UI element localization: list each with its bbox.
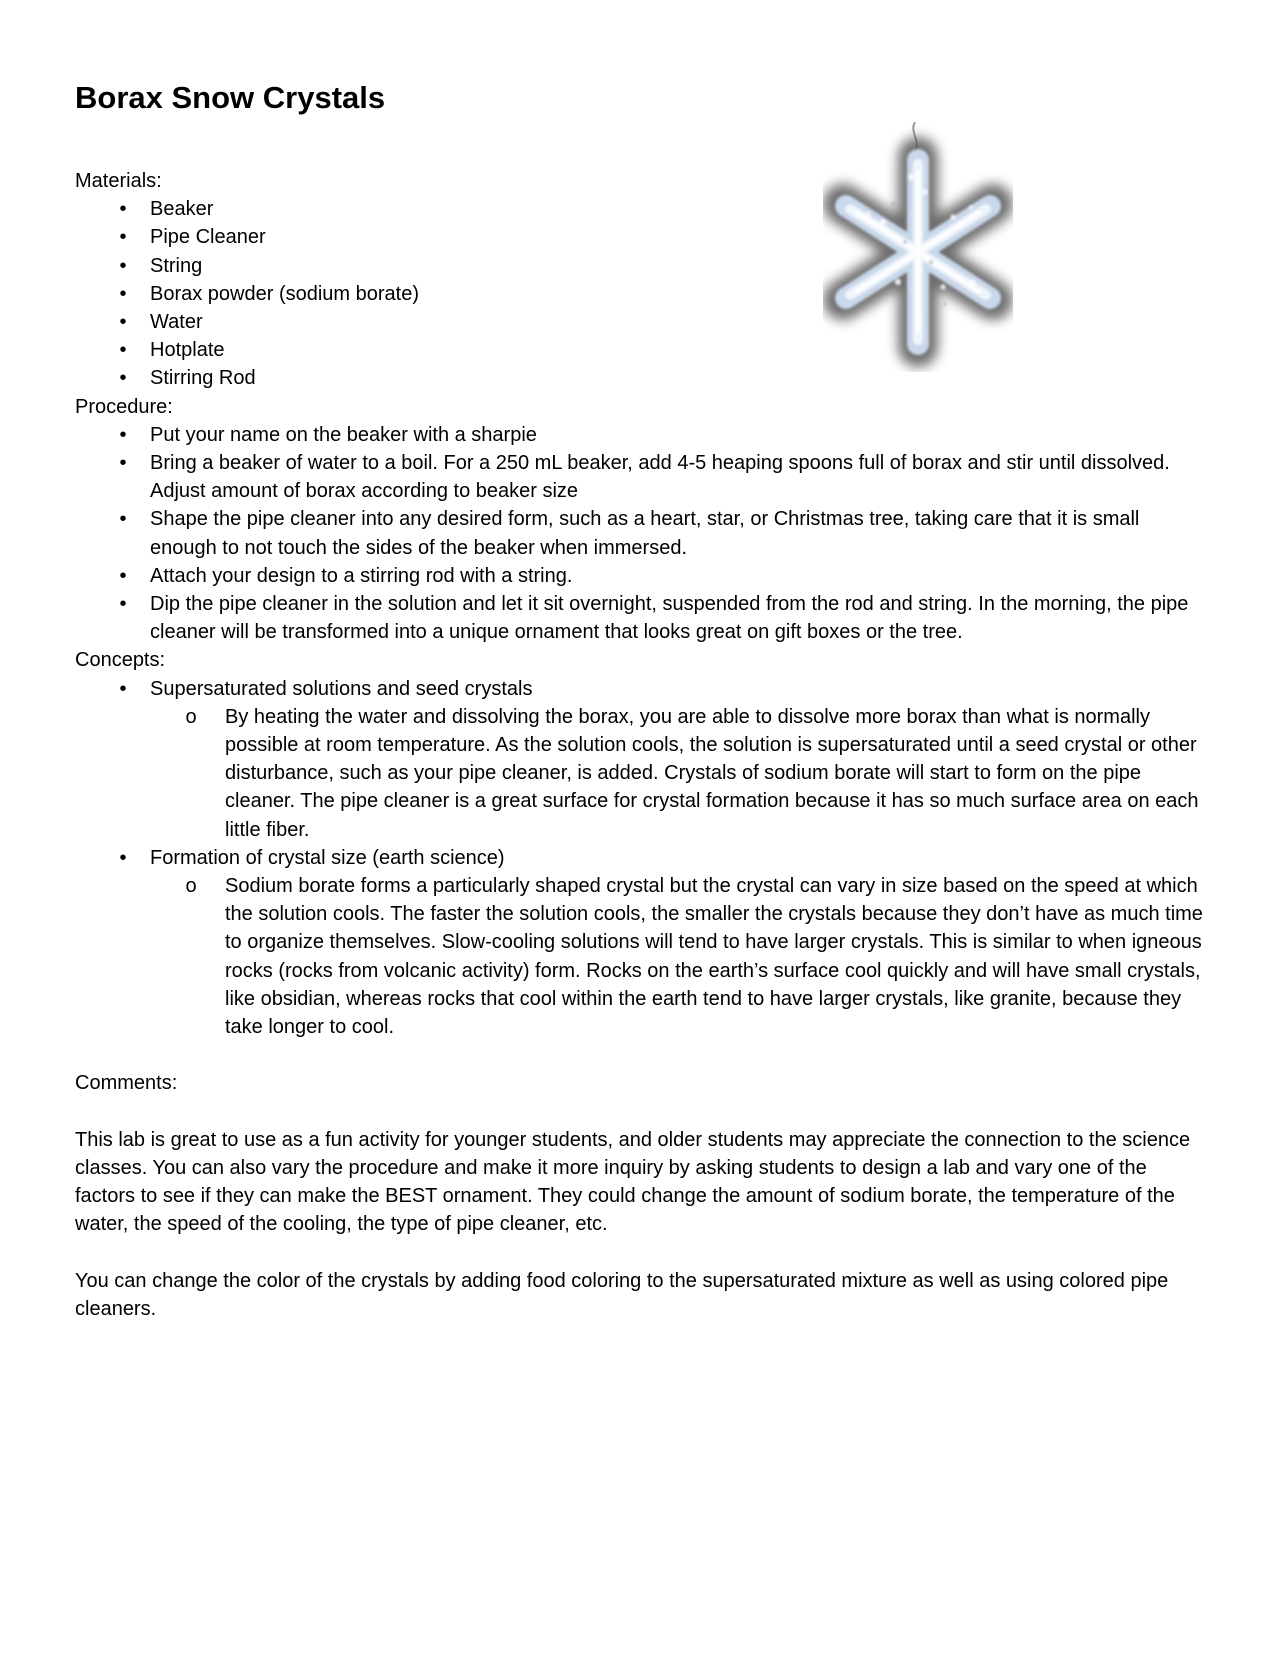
list-item-text: Dip the pipe cleaner in the solution and let it sit overnight, suspended from the rod and string. In the morning, the pipe cleaner will be transformed into a unique ornament that looks great on gift boxes or the tree. [150,593,1189,644]
comments-paragraph: You can change the color of the crystals by adding food coloring to the supersaturated mixture as well as using colored pipe cleaners. [75,1269,1169,1321]
list-item-text: Pipe Cleaner [150,226,266,249]
bullet-icon: • [119,677,127,700]
list-item [75,280,1205,308]
list-item-text: Attach your design to a stirring rod with a string. [150,564,573,587]
list-item-text: Supersaturated solutions and seed crystals [150,677,533,700]
concepts-sublist [150,872,1205,1041]
list-item [75,223,1205,251]
circle-bullet-icon: o [185,705,197,728]
concepts-sublist [150,703,1205,844]
list-item [75,195,1205,223]
list-item [75,675,1205,844]
materials-list [75,195,1205,392]
spacer [75,1041,1205,1069]
list-item [75,336,1205,364]
comments-heading: Comments: [75,1072,178,1095]
sub-list-item [150,872,1205,1041]
list-item-text: Stirring Rod [150,367,256,390]
concepts-list [75,675,1205,1042]
bullet-icon: • [119,423,127,446]
bullet-icon: • [119,198,127,221]
bullet-icon: • [119,452,127,475]
list-item-text: Borax powder (sodium borate) [150,282,420,305]
list-item [75,308,1205,336]
list-item [75,449,1205,505]
bullet-icon: • [119,339,127,362]
materials-heading: Materials: [75,170,162,192]
comments-paragraph: This lab is great to use as a fun activity for younger students, and older students may appreciate the connection to the science classes. You can also vary the procedure and make it more inquiry by asking students to design a lab and vary one of the factors to see if they can make the BEST ornament. They could change the amount of sodium borate, the temperature of the water, the speed of the cooling, the type of pipe cleaner, etc. [75,1128,1191,1236]
list-item [75,364,1205,392]
list-item-text: Hotplate [150,339,225,362]
spacer [75,1239,1205,1267]
bullet-icon: • [119,254,127,277]
document-title: Borax Snow Crystals [75,80,386,115]
concepts-heading: Concepts: [75,649,166,672]
circle-bullet-icon: o [185,875,197,898]
list-item [75,421,1205,449]
procedure-heading: Procedure: [75,395,173,418]
list-item-text: Water [150,311,203,334]
bullet-icon: • [119,564,127,587]
spacer [75,1098,1205,1126]
list-item-text: Put your name on the beaker with a sharpie [150,423,537,446]
list-item-text: Formation of crystal size (earth science) [150,846,505,869]
list-item-text: String [150,254,203,277]
bullet-icon: • [119,367,127,390]
bullet-icon: • [119,508,127,531]
list-item [75,562,1205,590]
sub-list-item [150,703,1205,844]
sub-list-item-text: By heating the water and dissolving the borax, you are able to dissolve more borax than what is normally possible at room temperature. As the solution cools, the solution is supersaturated until a seed crystal or other disturbance, such as your pipe cleaner, is added. Crystals of sodium borate will start to form on the pipe cleaner. The pipe cleaner is a great surface for crystal formation because it has so much surface area on each little fiber. [225,705,1199,841]
list-item-text: Shape the pipe cleaner into any desired form, such as a heart, star, or Christmas tree, taking care that it is small enough to not touch the sides of the beaker when immersed. [150,508,1140,559]
bullet-icon: • [119,311,127,334]
sub-list-item-text: Sodium borate forms a particularly shaped crystal but the crystal can vary in size based on the speed at which the solution cools. The faster the solution cools, the smaller the crystals because they don’t have as much time to organize themselves. Slow-cooling solutions will tend to have larger crystals. This is similar to when igneous rocks (rocks from volcanic activity) form. Rocks on the earth’s surface cool quickly and will have small crystals, like obsidian, whereas rocks that cool within the earth tend to have larger crystals, like granite, because they take longer to cool. [225,875,1203,1039]
list-item [75,505,1205,561]
document-page [75,0,1205,1656]
bullet-icon: • [119,226,127,249]
list-item [75,844,1205,1041]
list-item-text: Beaker [150,198,214,221]
document-body [75,167,1205,1323]
list-item [75,590,1205,646]
list-item [75,252,1205,280]
list-item-text: Bring a beaker of water to a boil. For a 250 mL beaker, add 4-5 heaping spoons full of borax and stir until dissolved. Adjust amount of borax according to beaker size [150,452,1170,503]
bullet-icon: • [119,593,127,616]
procedure-list [75,421,1205,647]
bullet-icon: • [119,846,127,869]
bullet-icon: • [119,282,127,305]
